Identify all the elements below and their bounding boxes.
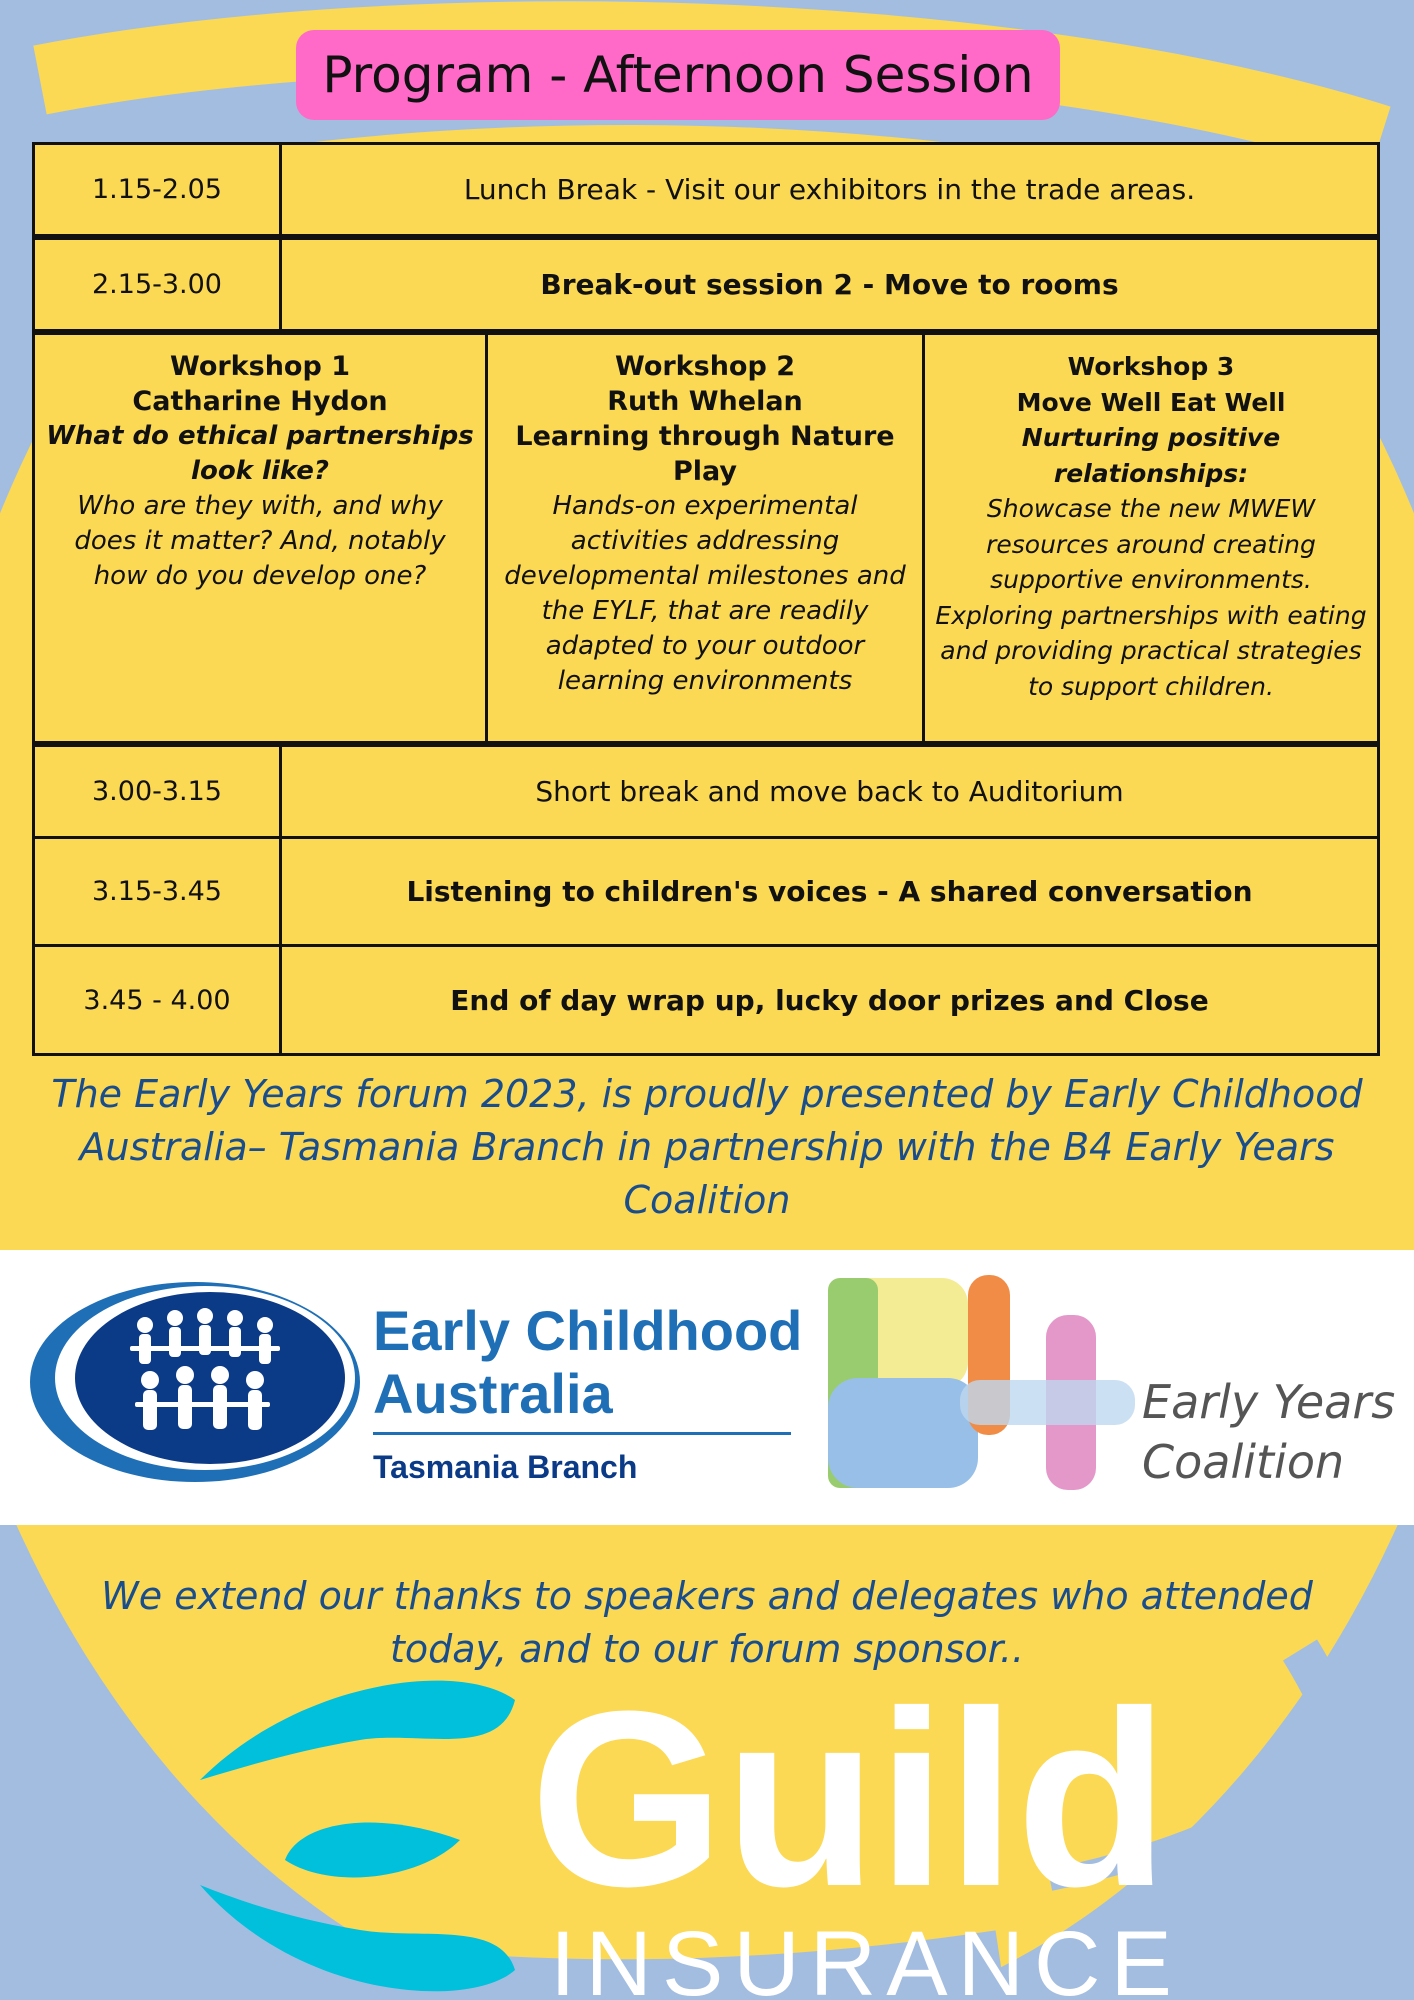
schedule-row-3 (32, 744, 1380, 839)
sponsor-name: Guild (530, 1670, 1169, 1938)
workshop-description: Hands-on experimental activities addressing developmental milestones and the EYLF, that are readily adapted to your outdoor learning environments (504, 491, 906, 696)
guild-logo-icon (200, 1681, 515, 1992)
workshop-3 (922, 335, 1377, 741)
workshops-grid (32, 332, 1380, 744)
workshop-question: Learning through Nature Play (515, 421, 895, 487)
schedule-time: 3.00-3.15 (35, 747, 282, 836)
workshop-presenter: Ruth Whelan (607, 386, 803, 417)
workshop-2 (485, 335, 922, 741)
schedule-time: 3.45 - 4.00 (35, 947, 282, 1053)
b4-name-line2: Coalition (1142, 1435, 1345, 1489)
workshop-description: Showcase the new MWEW resources around creating supportive environments. Exploring partnerships with eating and providing practical strategies to support children. (935, 494, 1367, 701)
schedule-row-1 (32, 142, 1380, 237)
workshop-heading: Workshop 2 (615, 351, 795, 382)
schedule-time: 3.15-3.45 (35, 839, 282, 944)
workshop-1 (35, 335, 485, 741)
b4-logo-icon (828, 1275, 1135, 1490)
schedule-time: 2.15-3.00 (35, 240, 282, 329)
schedule-row-2 (32, 237, 1380, 332)
sponsor-logo (0, 1670, 1414, 2000)
eca-branch: Tasmania Branch (373, 1449, 638, 1485)
credit-text: The Early Years forum 2023, is proudly presented by Early Childhood Australia– Tasmania Branch in partnership with the B4 Early Years Coalition (51, 1072, 1363, 1222)
workshop-heading: Workshop 1 (170, 351, 350, 382)
workshop-question: What do ethical partnerships look like? (46, 421, 474, 486)
workshop-description: Who are they with, and why does it matter? And, notably how do you develop one? (74, 491, 446, 591)
schedule-row-5 (32, 944, 1380, 1056)
schedule-description: Listening to children's voices - A shared conversation (406, 875, 1253, 908)
schedule-time: 1.15-2.05 (35, 145, 282, 234)
b4-name-line1: Early Years (1142, 1375, 1396, 1429)
partner-logos (0, 1250, 1414, 1525)
workshop-presenter: Move Well Eat Well (1016, 387, 1286, 417)
schedule-description: Short break and move back to Auditorium (535, 775, 1124, 808)
schedule-description: Break-out session 2 - Move to rooms (540, 268, 1119, 301)
schedule-description: End of day wrap up, lucky door prizes and Close (450, 983, 1209, 1017)
sponsor-sub: INSURANCE (550, 1913, 1182, 2000)
eca-logo-icon (30, 1282, 360, 1482)
workshop-presenter: Catharine Hydon (132, 386, 388, 417)
eca-name-line2: Australia (373, 1362, 613, 1425)
schedule-description: Lunch Break - Visit our exhibitors in the trade areas. (463, 173, 1196, 206)
thanks-text: We extend our thanks to speakers and delegates who attended today, and to our forum sponsor.. (101, 1574, 1313, 1671)
logo-band (0, 1250, 1414, 1525)
workshop-question: Nurturing positive relationships: (1021, 423, 1281, 488)
eca-name-line1: Early Childhood (373, 1299, 803, 1362)
workshop-heading: Workshop 3 (1067, 352, 1235, 381)
schedule-row-4 (32, 836, 1380, 947)
page-title: Program - Afternoon Session (296, 30, 1060, 120)
